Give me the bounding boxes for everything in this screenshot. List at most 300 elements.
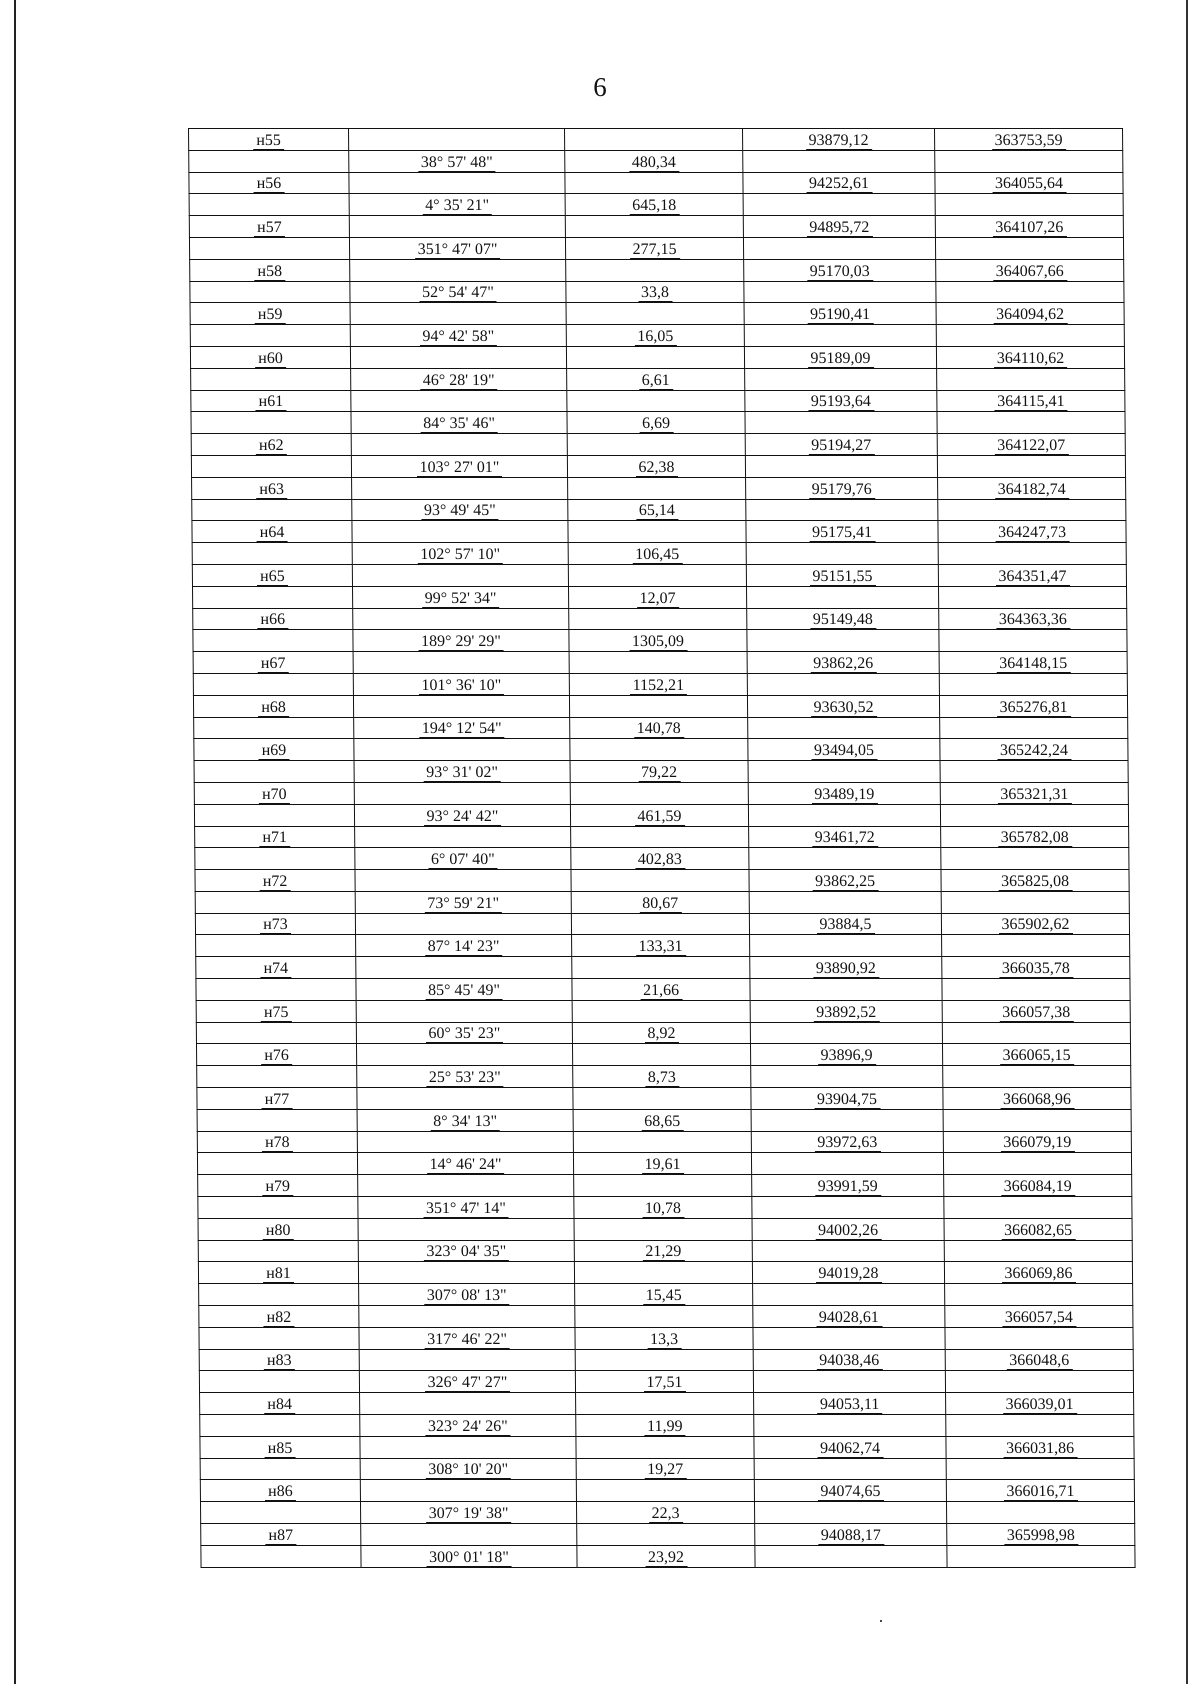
direction-angle-text: 308° 10' 20" <box>425 1461 511 1479</box>
y-coordinate-cell <box>939 695 1127 717</box>
distance-text: 8,73 <box>645 1069 679 1087</box>
direction-angle-cell <box>357 1088 573 1110</box>
x-coordinate-cell <box>749 870 941 892</box>
y-coordinate-cell <box>937 455 1125 477</box>
distance-cell <box>573 1153 751 1175</box>
point-label-cell <box>198 1262 358 1284</box>
y-coordinate-cell <box>946 1393 1134 1415</box>
direction-angle-text: 4° 35' 21" <box>422 197 492 215</box>
point-label-cell <box>190 259 350 281</box>
y-coordinate-text: 364055,64 <box>992 175 1066 193</box>
point-label-cell <box>192 499 352 521</box>
y-coordinate-cell <box>944 1175 1132 1197</box>
distance-cell <box>566 346 744 368</box>
point-label-cell <box>196 957 356 979</box>
point-label-cell <box>192 477 352 499</box>
distance-text: 480,34 <box>629 154 679 172</box>
y-coordinate-cell <box>936 303 1124 325</box>
point-label-text: н86 <box>265 1483 296 1501</box>
distance-cell <box>567 368 745 390</box>
y-coordinate-cell <box>945 1371 1133 1393</box>
point-label-text: н73 <box>260 916 291 934</box>
point-label-text: н77 <box>262 1091 293 1109</box>
distance-cell <box>567 434 745 456</box>
distance-cell <box>570 782 748 804</box>
distance-text: 10,78 <box>642 1200 684 1218</box>
distance-cell <box>565 172 743 194</box>
y-coordinate-cell <box>937 434 1125 456</box>
direction-angle-text: 60° 35' 23" <box>425 1025 503 1043</box>
direction-angle-text: 323° 24' 26" <box>425 1418 511 1436</box>
x-coordinate-text: 95149,48 <box>810 611 876 629</box>
point-label-cell <box>190 303 350 325</box>
direction-angle-cell <box>354 761 570 783</box>
point-label-text: н67 <box>258 655 289 673</box>
distance-text: 11,99 <box>644 1418 686 1436</box>
direction-angle-cell <box>353 630 569 652</box>
distance-cell <box>574 1197 752 1219</box>
distance-text: 21,66 <box>640 982 682 1000</box>
x-coordinate-cell <box>744 259 936 281</box>
x-coordinate-cell <box>754 1480 946 1502</box>
y-coordinate-cell <box>935 129 1123 151</box>
distance-text: 23,92 <box>645 1549 687 1567</box>
segment-row <box>189 237 1123 259</box>
x-coordinate-cell <box>749 848 941 870</box>
direction-angle-cell <box>352 564 568 586</box>
distance-cell <box>572 1044 750 1066</box>
page-edge-right <box>1186 0 1188 1684</box>
y-coordinate-cell <box>938 499 1126 521</box>
distance-text: 16,05 <box>634 328 676 346</box>
distance-text: 79,22 <box>638 764 680 782</box>
point-label-text: н74 <box>260 960 291 978</box>
y-coordinate-cell <box>942 1022 1130 1044</box>
point-label-cell <box>192 564 352 586</box>
point-label-text: н64 <box>257 524 288 542</box>
x-coordinate-cell <box>746 586 938 608</box>
distance-cell <box>565 194 743 216</box>
y-coordinate-text: 364148,15 <box>996 655 1070 673</box>
direction-angle-text: 38° 57' 48" <box>418 154 496 172</box>
x-coordinate-cell <box>751 1066 943 1088</box>
point-row <box>190 346 1124 368</box>
x-coordinate-text: 95190,41 <box>807 306 873 324</box>
distance-cell <box>575 1349 753 1371</box>
distance-cell <box>575 1327 753 1349</box>
x-coordinate-cell <box>747 652 939 674</box>
point-row <box>198 1175 1132 1197</box>
coordinates-table-body <box>189 129 1136 1568</box>
point-label-cell <box>196 935 356 957</box>
point-label-cell <box>195 913 355 935</box>
direction-angle-cell <box>358 1240 574 1262</box>
segment-row <box>200 1458 1134 1480</box>
x-coordinate-text: 94074,65 <box>817 1483 883 1501</box>
x-coordinate-cell <box>748 782 940 804</box>
y-coordinate-cell <box>941 891 1129 913</box>
y-coordinate-cell <box>941 826 1129 848</box>
direction-angle-cell <box>351 368 567 390</box>
x-coordinate-text: 94038,46 <box>816 1352 882 1370</box>
x-coordinate-cell <box>743 237 935 259</box>
point-label-cell <box>199 1306 359 1328</box>
point-label-cell <box>196 1022 356 1044</box>
x-coordinate-cell <box>743 129 935 151</box>
y-coordinate-cell <box>942 979 1130 1001</box>
x-coordinate-text: 95189,09 <box>807 350 873 368</box>
point-label-cell <box>196 979 356 1001</box>
x-coordinate-text: 93884,5 <box>816 916 874 934</box>
point-label-cell <box>191 390 351 412</box>
y-coordinate-cell <box>941 848 1129 870</box>
point-row <box>192 477 1126 499</box>
page-edge-left <box>14 0 16 1684</box>
point-label-text: н60 <box>255 350 286 368</box>
x-coordinate-cell <box>751 1153 943 1175</box>
direction-angle-text: 93° 49' 45" <box>421 502 499 520</box>
point-label-cell <box>197 1153 357 1175</box>
point-label-text: н83 <box>264 1352 295 1370</box>
direction-angle-text: 46° 28' 19" <box>420 372 498 390</box>
x-coordinate-cell <box>745 412 937 434</box>
direction-angle-text: 101° 36' 10" <box>418 677 504 695</box>
point-label-cell <box>194 782 354 804</box>
x-coordinate-text: 94002,26 <box>815 1222 881 1240</box>
distance-cell <box>571 848 749 870</box>
distance-cell <box>575 1306 753 1328</box>
direction-angle-text: 307° 08' 13" <box>424 1287 510 1305</box>
distance-cell <box>571 826 749 848</box>
x-coordinate-cell <box>755 1524 947 1546</box>
y-coordinate-cell <box>937 390 1125 412</box>
x-coordinate-text: 93879,12 <box>806 132 872 150</box>
y-coordinate-cell <box>935 150 1123 172</box>
y-coordinate-text: 366035,78 <box>999 960 1073 978</box>
direction-angle-cell <box>353 695 569 717</box>
segment-row <box>191 412 1125 434</box>
direction-angle-cell <box>355 913 571 935</box>
distance-text: 133,31 <box>636 938 686 956</box>
direction-angle-cell <box>358 1262 574 1284</box>
direction-angle-cell <box>360 1436 576 1458</box>
y-coordinate-text: 365902,62 <box>998 916 1072 934</box>
y-coordinate-text: 364122,07 <box>994 437 1068 455</box>
point-label-cell <box>191 412 351 434</box>
x-coordinate-cell <box>743 216 935 238</box>
y-coordinate-cell <box>946 1458 1134 1480</box>
segment-row <box>190 281 1124 303</box>
x-coordinate-text: 93896,9 <box>818 1047 876 1065</box>
direction-angle-cell <box>359 1284 575 1306</box>
distance-text: 6,61 <box>639 372 673 390</box>
distance-cell <box>566 281 744 303</box>
y-coordinate-text: 364182,74 <box>995 481 1069 499</box>
point-label-cell <box>190 281 350 303</box>
y-coordinate-text: 364351,47 <box>995 568 1069 586</box>
distance-cell <box>575 1284 753 1306</box>
point-label-cell <box>196 1044 356 1066</box>
y-coordinate-text: 366048,6 <box>1006 1352 1072 1370</box>
point-label-text: н57 <box>254 219 285 237</box>
y-coordinate-cell <box>942 935 1130 957</box>
y-coordinate-text: 366084,19 <box>1001 1178 1075 1196</box>
x-coordinate-cell <box>751 1109 943 1131</box>
y-coordinate-cell <box>940 717 1128 739</box>
direction-angle-cell <box>353 652 569 674</box>
segment-row <box>194 717 1128 739</box>
x-coordinate-cell <box>754 1502 946 1524</box>
direction-angle-cell <box>349 150 565 172</box>
distance-cell <box>576 1393 754 1415</box>
distance-text: 22,3 <box>649 1505 683 1523</box>
point-label-cell <box>190 325 350 347</box>
point-label-cell <box>200 1393 360 1415</box>
distance-cell <box>574 1218 752 1240</box>
distance-cell <box>570 761 748 783</box>
x-coordinate-cell <box>752 1218 944 1240</box>
segment-row <box>196 935 1130 957</box>
point-row <box>196 1044 1130 1066</box>
segment-row <box>197 1066 1131 1088</box>
x-coordinate-text: 93892,52 <box>813 1004 879 1022</box>
distance-text: 277,15 <box>629 241 679 259</box>
point-label-text: н87 <box>265 1527 296 1545</box>
y-coordinate-text: 366065,15 <box>1000 1047 1074 1065</box>
x-coordinate-text: 94019,28 <box>815 1265 881 1283</box>
direction-angle-cell <box>355 870 571 892</box>
point-label-cell <box>193 652 353 674</box>
point-label-text: н80 <box>263 1222 294 1240</box>
point-row <box>191 390 1125 412</box>
direction-angle-text: 317° 46' 22" <box>424 1331 510 1349</box>
point-label-cell <box>189 237 349 259</box>
point-label-cell <box>191 455 351 477</box>
point-label-text: н82 <box>264 1309 295 1327</box>
point-row <box>195 826 1129 848</box>
point-label-cell <box>194 717 354 739</box>
point-label-cell <box>193 695 353 717</box>
segment-row <box>197 1153 1131 1175</box>
direction-angle-cell <box>361 1545 577 1567</box>
x-coordinate-cell <box>748 804 940 826</box>
direction-angle-text: 73° 59' 21" <box>424 895 502 913</box>
x-coordinate-cell <box>751 1131 943 1153</box>
distance-cell <box>573 1088 751 1110</box>
direction-angle-text: 300° 01' 18" <box>426 1549 512 1567</box>
point-label-text: н71 <box>259 829 290 847</box>
x-coordinate-cell <box>747 695 939 717</box>
distance-text: 1305,09 <box>629 633 687 651</box>
direction-angle-cell <box>360 1502 576 1524</box>
y-coordinate-text: 364115,41 <box>994 393 1068 411</box>
direction-angle-text: 189° 29' 29" <box>418 633 504 651</box>
point-row <box>197 1088 1131 1110</box>
point-label-cell <box>193 608 353 630</box>
segment-row <box>193 673 1127 695</box>
point-row <box>190 259 1124 281</box>
y-coordinate-cell <box>938 477 1126 499</box>
y-coordinate-cell <box>936 325 1124 347</box>
distance-cell <box>565 237 743 259</box>
point-label-cell <box>198 1175 358 1197</box>
point-label-cell <box>200 1458 360 1480</box>
x-coordinate-cell <box>747 608 939 630</box>
distance-text: 68,65 <box>641 1113 683 1131</box>
y-coordinate-cell <box>946 1415 1134 1437</box>
point-row <box>192 564 1126 586</box>
point-label-cell <box>198 1218 358 1240</box>
x-coordinate-text: 93489,19 <box>811 786 877 804</box>
distance-cell <box>565 216 743 238</box>
y-coordinate-cell <box>940 739 1128 761</box>
point-label-cell <box>191 368 351 390</box>
direction-angle-cell <box>360 1393 576 1415</box>
direction-angle-cell <box>352 521 568 543</box>
x-coordinate-text: 94062,74 <box>817 1440 883 1458</box>
y-coordinate-text: 366069,86 <box>1001 1265 1075 1283</box>
y-coordinate-cell <box>940 804 1128 826</box>
distance-cell <box>565 129 743 151</box>
distance-cell <box>569 630 747 652</box>
segment-row <box>197 1109 1131 1131</box>
direction-angle-cell <box>349 194 565 216</box>
y-coordinate-cell <box>944 1240 1132 1262</box>
direction-angle-cell <box>354 739 570 761</box>
x-coordinate-cell <box>744 325 936 347</box>
coordinates-table <box>188 128 1136 1568</box>
direction-angle-cell <box>352 499 568 521</box>
direction-angle-cell <box>358 1175 574 1197</box>
point-label-text: н68 <box>258 699 289 717</box>
distance-cell <box>572 1022 750 1044</box>
distance-cell <box>568 499 746 521</box>
segment-row <box>194 804 1128 826</box>
distance-cell <box>567 390 745 412</box>
x-coordinate-cell <box>747 630 939 652</box>
distance-cell <box>572 1000 750 1022</box>
distance-cell <box>572 979 750 1001</box>
x-coordinate-cell <box>749 826 941 848</box>
distance-cell <box>569 608 747 630</box>
x-coordinate-text: 94028,61 <box>816 1309 882 1327</box>
direction-angle-cell <box>351 412 567 434</box>
point-row <box>192 521 1126 543</box>
y-coordinate-cell <box>942 957 1130 979</box>
distance-cell <box>573 1131 751 1153</box>
x-coordinate-text: 93494,05 <box>811 742 877 760</box>
point-row <box>195 870 1129 892</box>
segment-row <box>199 1327 1133 1349</box>
distance-cell <box>576 1436 754 1458</box>
distance-cell <box>573 1066 751 1088</box>
point-label-cell <box>191 434 351 456</box>
distance-text: 402,83 <box>635 851 685 869</box>
direction-angle-text: 87° 14' 23" <box>425 938 503 956</box>
x-coordinate-text: 93890,92 <box>813 960 879 978</box>
x-coordinate-text: 93972,63 <box>814 1134 880 1152</box>
y-coordinate-cell <box>945 1327 1133 1349</box>
y-coordinate-cell <box>946 1436 1134 1458</box>
x-coordinate-cell <box>754 1415 946 1437</box>
y-coordinate-cell <box>947 1524 1135 1546</box>
distance-cell <box>576 1415 754 1437</box>
direction-angle-text: 93° 24' 42" <box>424 808 502 826</box>
direction-angle-cell <box>356 935 572 957</box>
y-coordinate-cell <box>945 1284 1133 1306</box>
point-label-cell <box>197 1109 357 1131</box>
point-row <box>194 739 1128 761</box>
direction-angle-text: 25° 53' 23" <box>426 1069 504 1087</box>
direction-angle-cell <box>351 434 567 456</box>
direction-angle-text: 102° 57' 10" <box>417 546 503 564</box>
point-row <box>201 1524 1135 1546</box>
point-label-cell <box>195 826 355 848</box>
distance-cell <box>574 1262 752 1284</box>
x-coordinate-cell <box>755 1545 947 1567</box>
y-coordinate-cell <box>943 1109 1131 1131</box>
segment-row <box>193 630 1127 652</box>
distance-cell <box>576 1458 754 1480</box>
y-coordinate-cell <box>939 608 1127 630</box>
distance-cell <box>571 891 749 913</box>
point-label-cell <box>199 1371 359 1393</box>
direction-angle-cell <box>352 477 568 499</box>
point-label-text: н75 <box>261 1004 292 1022</box>
y-coordinate-cell <box>941 913 1129 935</box>
point-row <box>196 957 1130 979</box>
point-label-cell <box>195 848 355 870</box>
y-coordinate-cell <box>940 782 1128 804</box>
x-coordinate-cell <box>749 913 941 935</box>
y-coordinate-text: 365825,08 <box>998 873 1072 891</box>
point-row <box>190 303 1124 325</box>
segment-row <box>192 586 1126 608</box>
point-label-cell <box>198 1197 358 1219</box>
distance-cell <box>569 695 747 717</box>
distance-cell <box>570 739 748 761</box>
y-coordinate-cell <box>938 521 1126 543</box>
direction-angle-cell <box>357 1153 573 1175</box>
distance-text: 80,67 <box>639 895 681 913</box>
point-label-cell <box>200 1436 360 1458</box>
y-coordinate-cell <box>946 1480 1134 1502</box>
point-label-cell <box>199 1284 359 1306</box>
direction-angle-text: 351° 47' 07" <box>415 241 501 259</box>
point-row <box>197 1131 1131 1153</box>
x-coordinate-cell <box>753 1349 945 1371</box>
x-coordinate-text: 94895,72 <box>806 219 872 237</box>
point-row <box>195 913 1129 935</box>
y-coordinate-cell <box>935 216 1123 238</box>
x-coordinate-cell <box>750 979 942 1001</box>
x-coordinate-cell <box>750 1044 942 1066</box>
x-coordinate-cell <box>745 368 937 390</box>
x-coordinate-cell <box>746 477 938 499</box>
point-label-cell <box>189 172 349 194</box>
segment-row <box>195 891 1129 913</box>
segment-row <box>201 1545 1135 1567</box>
y-coordinate-text: 365276,81 <box>996 699 1070 717</box>
y-coordinate-cell <box>944 1197 1132 1219</box>
segment-row <box>191 455 1125 477</box>
point-row <box>193 695 1127 717</box>
distance-cell <box>572 935 750 957</box>
direction-angle-text: 6° 07' 40" <box>428 851 498 869</box>
point-label-text: н84 <box>264 1396 295 1414</box>
distance-cell <box>566 259 744 281</box>
direction-angle-cell <box>359 1371 575 1393</box>
